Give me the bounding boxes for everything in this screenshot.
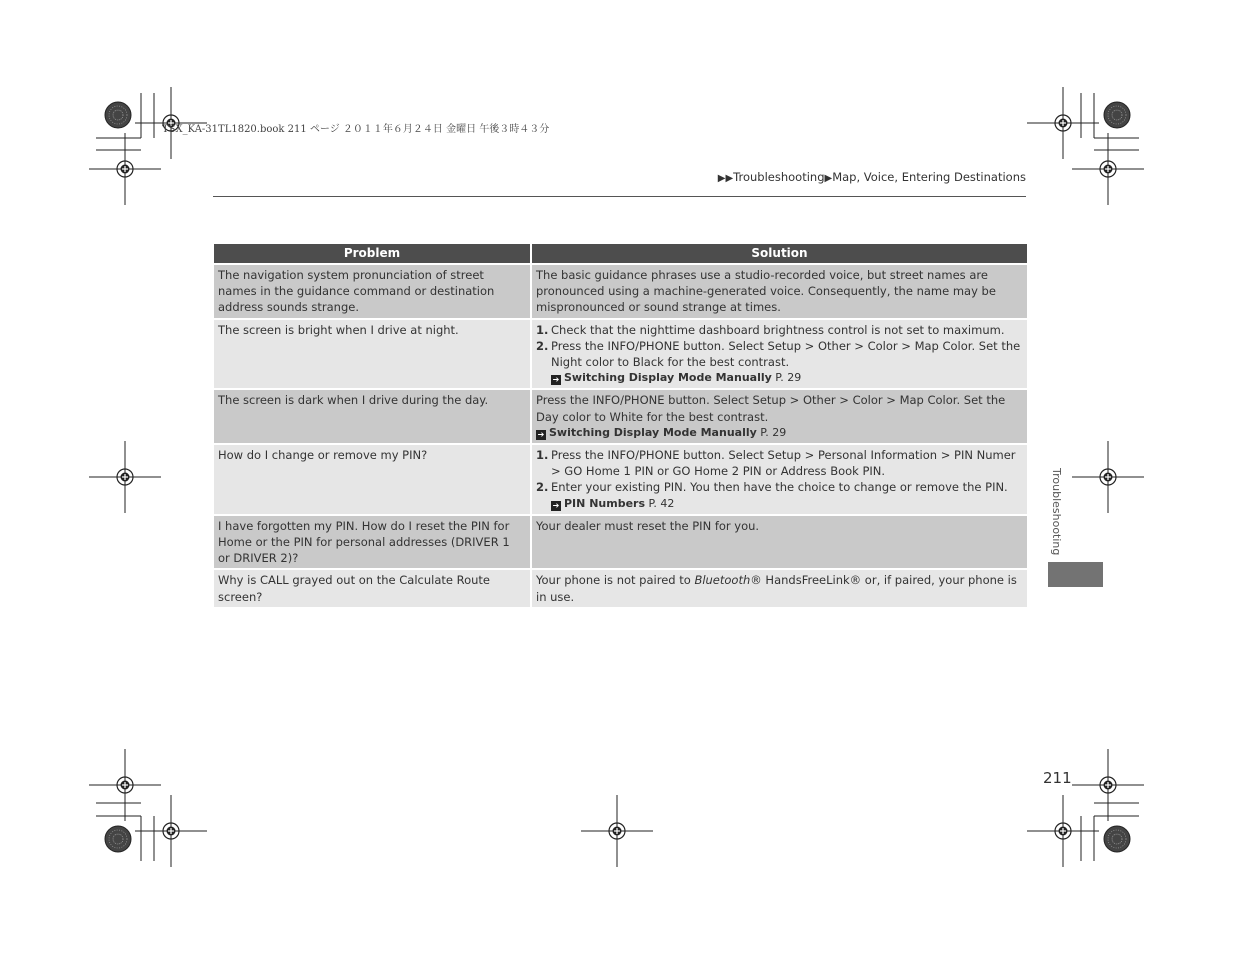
registration-mark-bottom-center: [581, 795, 653, 867]
step-text: Enter your existing PIN. You then have the choice to change or remove the PIN.: [551, 480, 1008, 495]
table-row: [214, 516, 1027, 569]
registration-mark-top-right: [1027, 87, 1144, 205]
step-text: Check that the nighttime dashboard brightness control is not set to maximum.: [551, 322, 1005, 337]
problem-cell: The screen is dark when I drive during the day.: [214, 390, 530, 443]
problem-cell: I have forgotten my PIN. How do I reset the PIN for Home or the PIN for personal addresses (DRIVER 1 or DRIVER 2)?: [214, 516, 530, 569]
solution-cell: [532, 320, 1027, 389]
registration-mark-top-left: [89, 87, 207, 205]
print-header: TSX_KA-31TL1820.book 211 ページ ２０１１年６月２４日 金曜日 午後３時４３分: [162, 124, 550, 135]
problem-cell: The screen is bright when I drive at night.: [214, 320, 530, 389]
table-row: [214, 445, 1027, 514]
solution-cell: [532, 445, 1027, 514]
breadcrumb: [718, 170, 1026, 184]
solution-step: [536, 479, 1022, 495]
solution-text: Press the INFO/PHONE button. Select Setup > Other > Color > Map Color. Set the Day color to White for the best contrast.: [536, 393, 1006, 424]
reference-arrow-icon: ➔: [552, 500, 560, 510]
table-row: [214, 570, 1027, 606]
registration-mark-bottom-left: [89, 749, 207, 867]
table-header-row: [214, 244, 1027, 263]
page-number: 211: [1043, 769, 1072, 787]
double-triangle-icon: ▶▶: [717, 173, 734, 184]
solution-step: [536, 338, 1022, 370]
cross-reference[interactable]: ➔ Switching Display Mode Manually P. 29: [537, 425, 787, 439]
registration-mark-left: [89, 441, 161, 513]
registration-mark-bottom-right: [1027, 749, 1144, 867]
table-row: [214, 265, 1027, 318]
triangle-icon: ▶: [824, 173, 833, 184]
solution-cell: The basic guidance phrases use a studio-recorded voice, but street names are pronounced using a machine-generated voice. Consequently, the name may be mispronounced or sound strange at times.: [532, 265, 1027, 318]
reference-arrow-icon: ➔: [537, 429, 545, 439]
column-header-problem: Problem: [214, 244, 530, 263]
solution-step: [536, 447, 1022, 479]
table-row: [214, 320, 1027, 389]
troubleshooting-table: [212, 242, 1029, 609]
cross-reference[interactable]: ➔ Switching Display Mode Manually P. 29: [552, 371, 802, 385]
step-text: Press the INFO/PHONE button. Select Setup > Other > Color > Map Color. Set the Night color to Black for the best contrast.: [551, 338, 1021, 370]
registration-mark-right: [1072, 441, 1144, 513]
chapter-tab: [1048, 562, 1103, 587]
column-header-solution: Solution: [532, 244, 1027, 263]
problem-cell: The navigation system pronunciation of street names in the guidance command or destination address sounds strange.: [214, 265, 530, 318]
breadcrumb-topic: Map, Voice, Entering Destinations: [832, 170, 1026, 184]
breadcrumb-section: Troubleshooting: [733, 170, 825, 184]
problem-cell: How do I change or remove my PIN?: [214, 445, 530, 514]
problem-cell: Why is CALL grayed out on the Calculate Route screen?: [214, 570, 530, 606]
header-rule: [213, 196, 1026, 197]
cross-reference[interactable]: ➔ PIN Numbers P. 42: [552, 496, 675, 510]
step-number: 2.: [536, 480, 549, 495]
step-text: Press the INFO/PHONE button. Select Setup > Personal Information > PIN Numer > GO Home 1 PIN or GO Home 2 PIN or Address Book PIN.: [551, 448, 1016, 479]
solution-cell: Your phone is not paired to Bluetooth® HandsFreeLink® or, if paired, your phone is in use.: [532, 570, 1027, 606]
reference-arrow-icon: ➔: [552, 375, 560, 385]
step-number: 2.: [536, 338, 549, 353]
solution-step: [536, 322, 1022, 338]
step-number: 1.: [536, 448, 549, 463]
table-row: [214, 390, 1027, 443]
solution-cell: [532, 390, 1027, 443]
side-tab-label: Troubleshooting: [1050, 468, 1063, 556]
solution-cell: Your dealer must reset the PIN for you.: [532, 516, 1027, 569]
step-number: 1.: [536, 322, 549, 337]
